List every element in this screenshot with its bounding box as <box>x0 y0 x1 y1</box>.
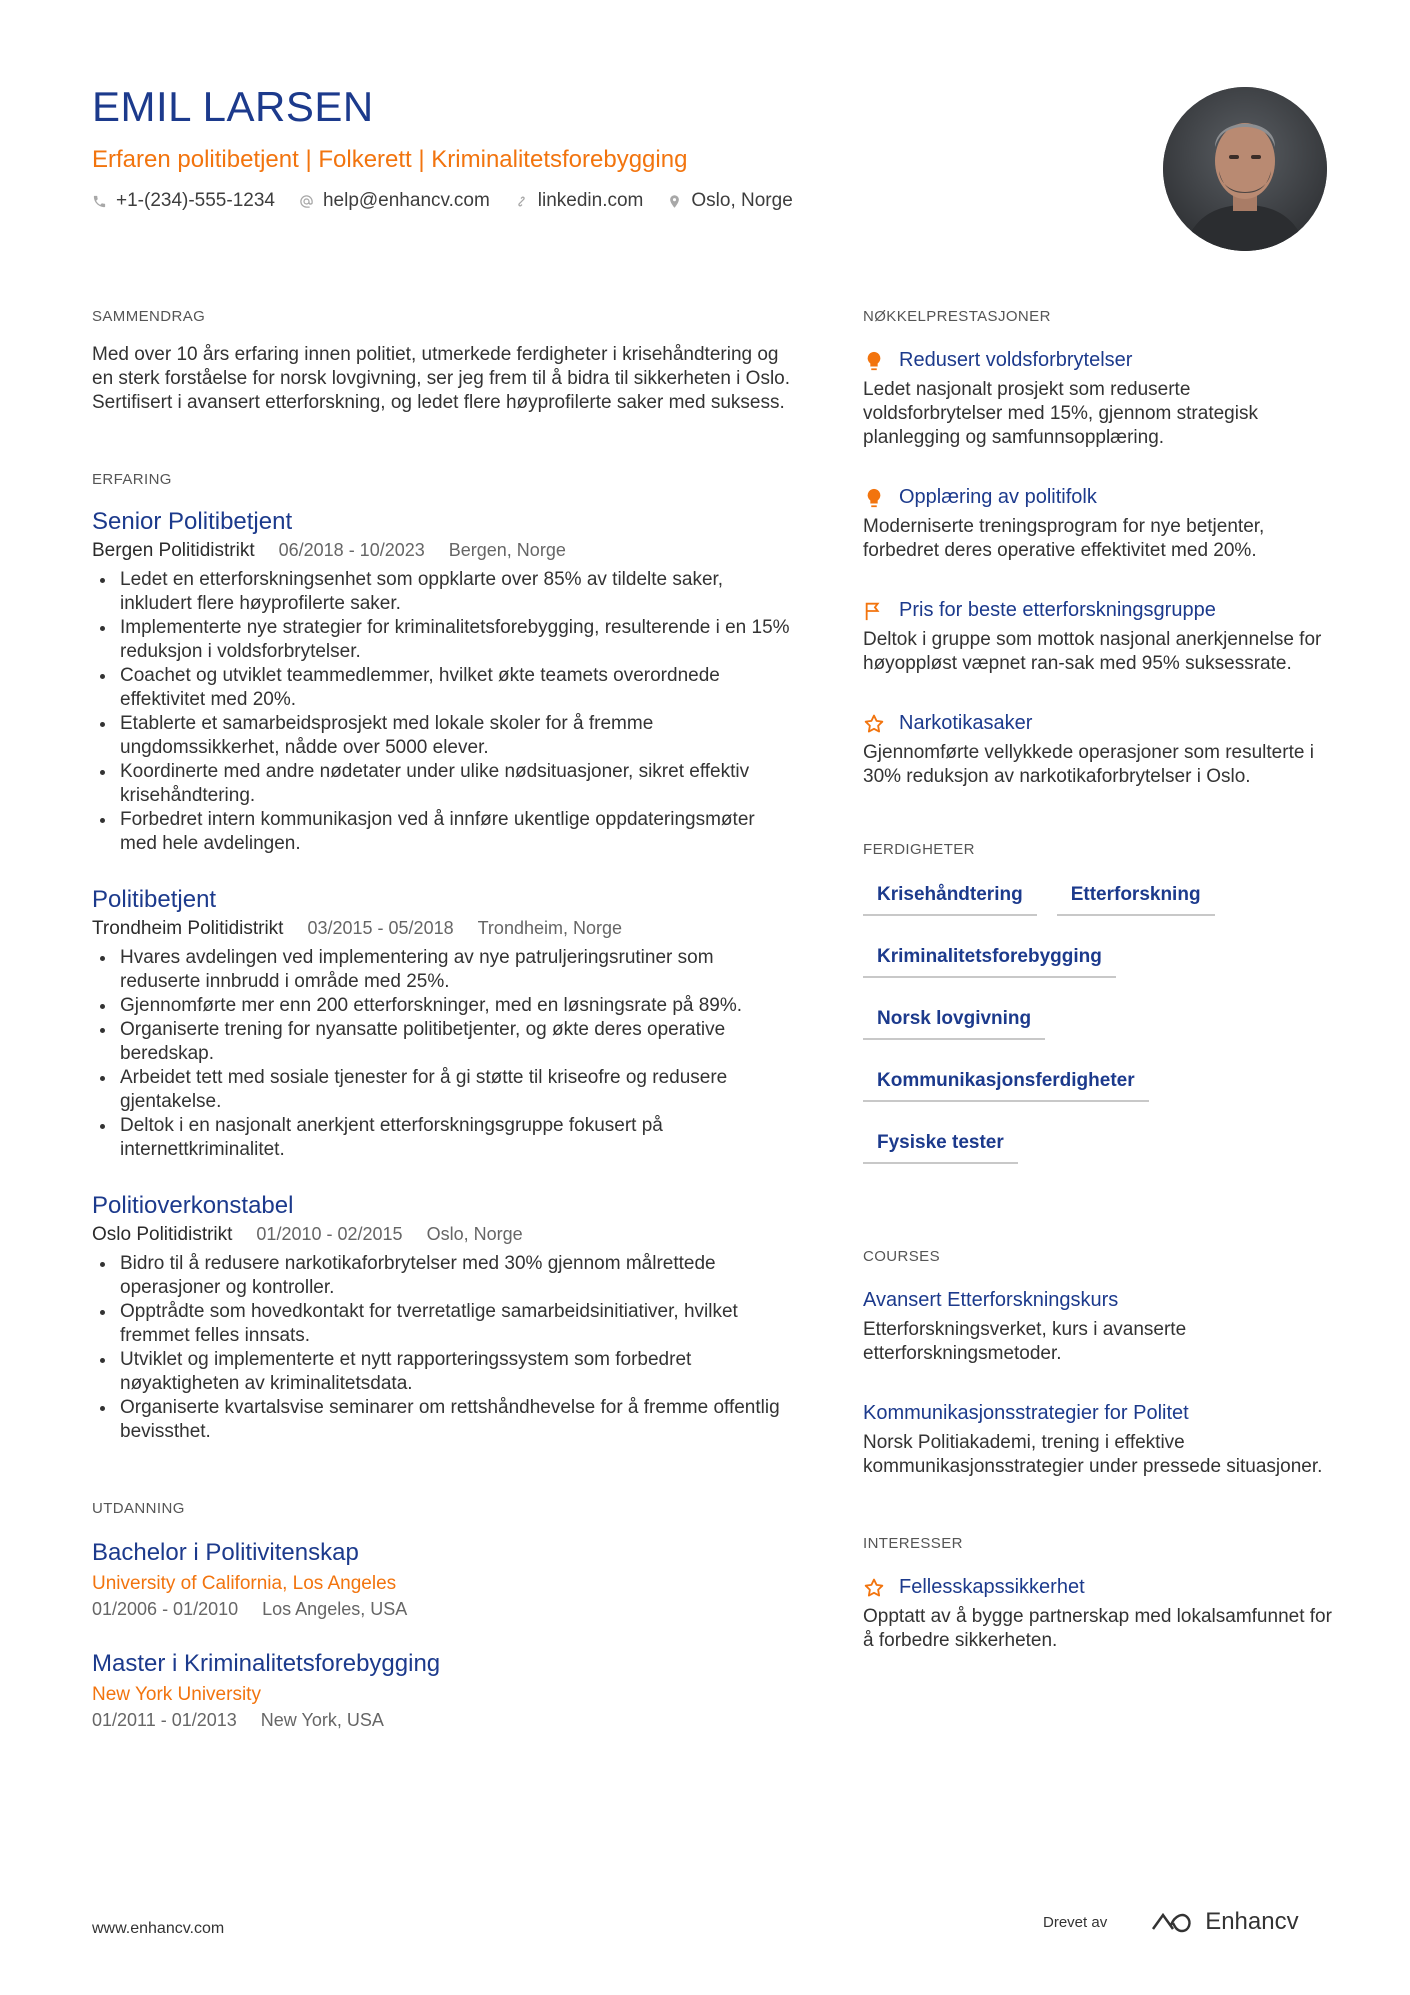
interest-title: Fellesskapssikkerhet <box>899 1576 1085 1598</box>
contact-info <box>92 190 1142 212</box>
bullet-item: Arbeidet tett med sosiale tjenester for å gi støtte til kriseofre og redusere gjentakelse. <box>92 1066 792 1114</box>
job-title: Politibetjent <box>92 886 217 913</box>
candidate-name: EMIL LARSEN <box>92 83 374 130</box>
job-company: Oslo Politidistrikt <box>92 1224 233 1245</box>
course-item <box>863 1402 1333 1479</box>
section-title-interests: INTERESSER <box>863 1535 963 1552</box>
job-company: Bergen Politidistrikt <box>92 540 255 561</box>
left-column <box>92 308 792 1731</box>
section-title-experience: ERFARING <box>92 471 172 488</box>
job-bullets <box>92 946 792 1162</box>
email-text: help@enhancv.com <box>322 190 490 212</box>
section-title-education: UTDANNING <box>92 1500 185 1517</box>
job-entry <box>92 886 792 1162</box>
edu-dates: 01/2011 - 01/2013 <box>92 1710 237 1730</box>
achievement-title: Narkotikasaker <box>899 712 1033 734</box>
linkedin-text: linkedin.com <box>537 190 644 212</box>
education-entry <box>92 1650 792 1731</box>
job-bullets <box>92 568 792 856</box>
interest-desc: Opptatt av å bygge partnerskap med lokalsamfunnet for å forbedre sikkerheten. <box>863 1606 1332 1651</box>
achievements-section <box>863 308 1333 789</box>
bullet-item: Ledet en etterforskningsenhet som oppklarte over 85% av tildelte saker, inkludert flere høyprofilerte saker. <box>92 568 792 616</box>
contact-phone <box>92 190 275 212</box>
edu-degree: Bachelor i Politivitenskap <box>92 1539 359 1566</box>
edu-location: Los Angeles, USA <box>262 1599 408 1619</box>
skill-tag: Krisehåndtering <box>863 878 1037 916</box>
job-company: Trondheim Politidistrikt <box>92 918 284 939</box>
bullet-item: Bidro til å redusere narkotikaforbrytelser med 30% gjennom målrettede operasjoner og kontroller. <box>92 1252 792 1300</box>
skill-tag: Kommunikasjonsferdigheter <box>863 1064 1149 1102</box>
skill-tag: Fysiske tester <box>863 1126 1018 1164</box>
bullet-item: Hvares avdelingen ved implementering av nye patruljeringsrutiner som reduserte innbrudd i område med 25%. <box>92 946 792 994</box>
enhancv-wordmark: Enhancv <box>1205 1908 1299 1935</box>
skills-list <box>863 878 1303 1188</box>
education-entry <box>92 1539 792 1620</box>
job-dates: 03/2015 - 05/2018 <box>307 918 454 938</box>
achievement-title: Redusert voldsforbrytelser <box>899 349 1133 371</box>
resume-header <box>92 84 1142 212</box>
bullet-item: Utviklet og implementerte et nytt rapporteringssystem som forbedret nøyaktigheten av kriminalitetsdata. <box>92 1348 792 1396</box>
section-title-achievements: NØKKELPRESTASJONER <box>863 308 1051 325</box>
summary-section <box>92 308 792 415</box>
achievement-item <box>863 486 1333 563</box>
job-entry <box>92 1192 792 1444</box>
avatar <box>1163 87 1327 251</box>
achievement-desc: Gjennomførte vellykkede operasjoner som resulterte i 30% reduksjon av narkotikaforbrytelser i Oslo. <box>863 742 1314 787</box>
flag-icon <box>863 600 885 622</box>
bullet-item: Implementerte nye strategier for kriminalitetsforebygging, resulterende i en 15% reduksjon i voldsforbrytelser. <box>92 616 792 664</box>
footer-branding <box>1043 1908 1299 1936</box>
edu-school: University of California, Los Angeles <box>92 1573 397 1594</box>
enhancv-logo[interactable] <box>1149 1908 1298 1936</box>
job-title: Senior Politibetjent <box>92 508 293 535</box>
edu-school: New York University <box>92 1684 261 1705</box>
courses-section <box>863 1248 1333 1479</box>
job-bullets <box>92 1252 792 1444</box>
job-dates: 01/2010 - 02/2015 <box>256 1224 403 1244</box>
job-meta <box>92 540 792 562</box>
section-title-skills: FERDIGHETER <box>863 841 975 858</box>
job-location: Trondheim, Norge <box>477 918 623 938</box>
experience-section <box>92 471 792 1444</box>
location-pin-icon <box>667 194 682 209</box>
star-icon <box>863 1577 885 1599</box>
skill-tag: Kriminalitetsforebygging <box>863 940 1116 978</box>
edu-meta <box>92 1599 792 1620</box>
bullet-item: Organiserte trening for nyansatte politibetjenter, og økte deres operative beredskap. <box>92 1018 792 1066</box>
skill-tag: Etterforskning <box>1057 878 1215 916</box>
edu-location: New York, USA <box>260 1710 384 1730</box>
achievement-item <box>863 349 1333 450</box>
candidate-headline: Erfaren politibetjent | Folkerett | Kriminalitetsforebygging <box>92 146 688 174</box>
bullet-item: Opptrådte som hovedkontakt for tverretatlige samarbeidsinitiativer, hvilket fremmet felles innsats. <box>92 1300 792 1348</box>
bullet-item: Organiserte kvartalsvise seminarer om rettshåndhevelse for å fremme offentlig bevissthet. <box>92 1396 792 1444</box>
bullet-item: Etablerte et samarbeidsprosjekt med lokale skoler for å fremme ungdomssikkerhet, nådde over 5000 elever. <box>92 712 792 760</box>
bullet-item: Forbedret intern kommunikasjon ved å innføre ukentlige oppdateringsmøter med hele avdelingen. <box>92 808 792 856</box>
edu-dates: 01/2006 - 01/2010 <box>92 1599 239 1619</box>
enhancv-logo-icon <box>1149 1909 1195 1935</box>
job-location: Oslo, Norge <box>426 1224 523 1244</box>
achievement-item <box>863 599 1333 676</box>
achievement-desc: Ledet nasjonalt prosjekt som reduserte voldsforbrytelser med 15%, gjennom strategisk planlegging og samfunnsopplæring. <box>863 379 1258 448</box>
job-entry <box>92 508 792 856</box>
course-item <box>863 1289 1333 1366</box>
interest-item <box>863 1576 1333 1653</box>
lightbulb-icon <box>863 487 885 509</box>
job-dates: 06/2018 - 10/2023 <box>278 540 425 560</box>
footer-powered-by: Drevet av <box>1043 1913 1108 1931</box>
course-title: Avansert Etterforskningskurs <box>863 1289 1119 1311</box>
skills-section <box>863 841 1333 1188</box>
phone-icon <box>92 194 107 209</box>
phone-text: +1-(234)-555-1234 <box>116 190 275 212</box>
section-title-summary: SAMMENDRAG <box>92 308 206 325</box>
course-desc: Etterforskningsverket, kurs i avanserte etterforskningsmetoder. <box>863 1319 1187 1364</box>
edu-meta <box>92 1710 792 1731</box>
lightbulb-icon <box>863 350 885 372</box>
edu-degree: Master i Kriminalitetsforebygging <box>92 1650 441 1677</box>
job-location: Bergen, Norge <box>448 540 566 560</box>
interests-section <box>863 1535 1333 1653</box>
education-section <box>92 1500 792 1731</box>
job-title: Politioverkonstabel <box>92 1192 294 1219</box>
star-icon <box>863 713 885 735</box>
achievement-item <box>863 712 1333 789</box>
job-meta <box>92 1224 792 1246</box>
bullet-item: Deltok i en nasjonalt anerkjent etterforskningsgruppe fokusert på internettkriminalitet. <box>92 1114 792 1162</box>
link-icon <box>514 194 529 209</box>
right-column <box>863 308 1333 1653</box>
bullet-item: Coachet og utviklet teammedlemmer, hvilket økte teamets overordnede effektivitet med 20%. <box>92 664 792 712</box>
contact-email[interactable] <box>299 190 490 212</box>
at-icon <box>299 194 314 209</box>
bullet-item: Gjennomførte mer enn 200 etterforskninger, med en løsningsrate på 89%. <box>92 994 792 1018</box>
achievement-desc: Deltok i gruppe som mottok nasjonal anerkjennelse for høyoppløst væpnet ran-sak med 95% suksessrate. <box>863 629 1322 674</box>
contact-linkedin[interactable] <box>514 190 644 212</box>
achievement-desc: Moderniserte treningsprogram for nye betjenter, forbedret deres operative effektivitet med 20%. <box>863 516 1265 561</box>
summary-text: Med over 10 års erfaring innen politiet, utmerkede ferdigheter i krisehåndtering og en sterk forståelse for norsk lovgivning, ser jeg frem til å bidra til sikkerheten i Oslo. Sertifisert i avansert etterforskning, og ledet flere høyprofilerte saker med suksess. <box>92 344 791 413</box>
achievement-title: Opplæring av politifolk <box>899 486 1097 508</box>
skill-tag: Norsk lovgivning <box>863 1002 1045 1040</box>
bullet-item: Koordinerte med andre nødetater under ulike nødsituasjoner, sikret effektiv krisehåndtering. <box>92 760 792 808</box>
location-text: Oslo, Norge <box>691 190 793 212</box>
section-title-courses: COURSES <box>863 1248 940 1265</box>
job-meta <box>92 918 792 940</box>
contact-location <box>667 190 792 212</box>
achievement-title: Pris for beste etterforskningsgruppe <box>899 599 1216 621</box>
course-desc: Norsk Politiakademi, trening i effektive kommunikasjonsstrategier under pressede situasjoner. <box>863 1432 1323 1477</box>
course-title: Kommunikasjonsstrategier for Politet <box>863 1402 1189 1424</box>
footer-website[interactable]: www.enhancv.com <box>92 1920 225 1937</box>
